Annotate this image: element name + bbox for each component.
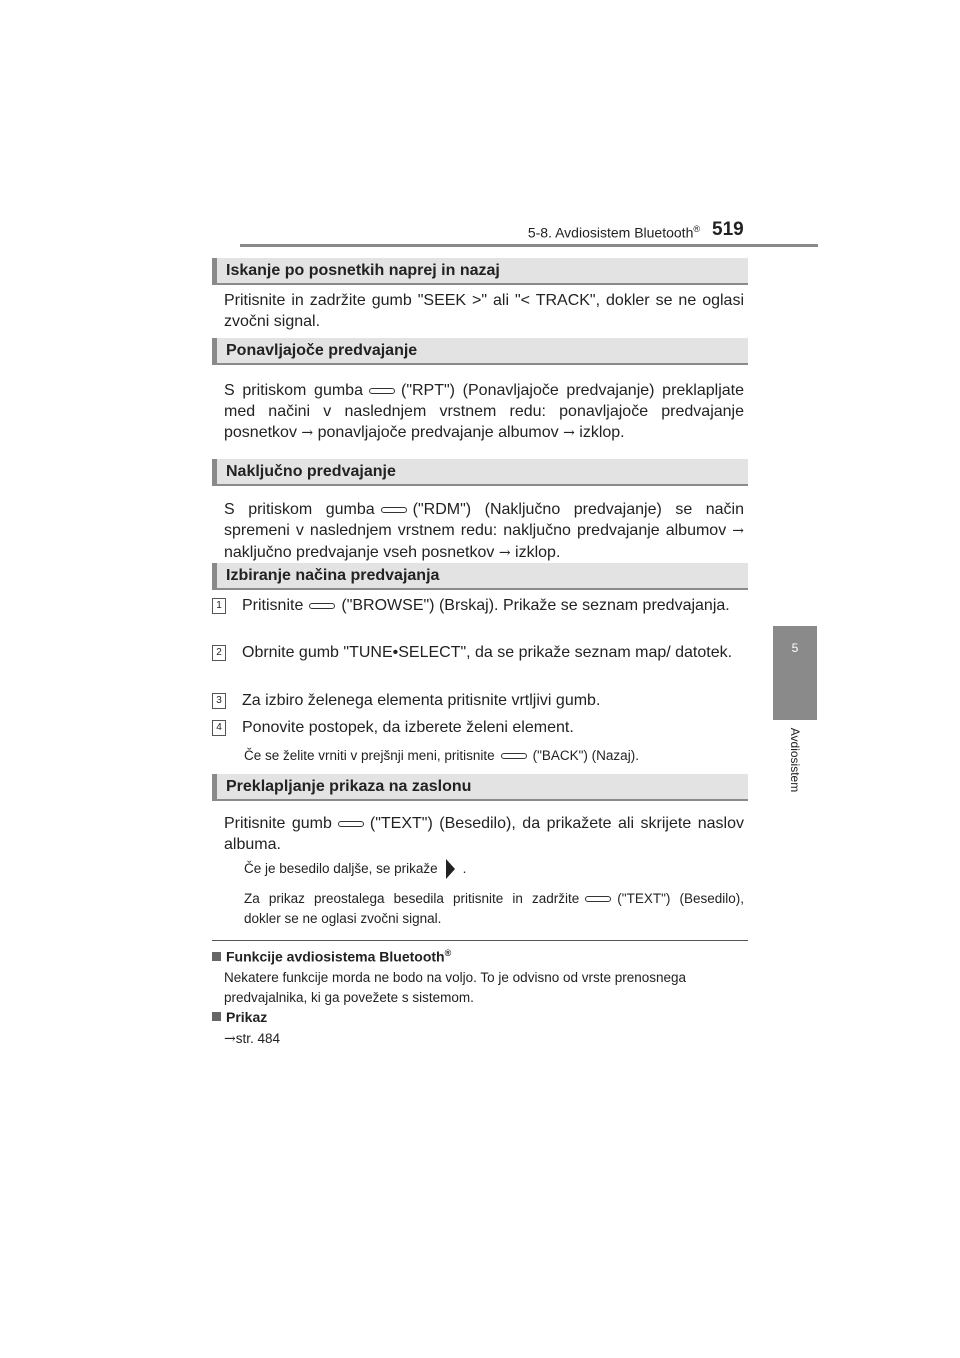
arrow-icon: → xyxy=(563,425,575,441)
footnote-divider xyxy=(212,940,748,941)
arrow-icon: → xyxy=(732,523,744,539)
bullet-square-icon xyxy=(212,952,221,961)
longer-text-note: Če je besedilo daljše, se prikaže . xyxy=(244,859,744,879)
step-number: 4 xyxy=(212,720,226,736)
step-text: Za izbiro želenega elementa pritisnite vrtljivi gumb. xyxy=(242,692,601,709)
back-button-icon xyxy=(501,753,527,759)
text-button-icon xyxy=(585,896,611,902)
rpt-button-icon xyxy=(369,388,395,394)
repeat-paragraph: S pritiskom gumba ("RPT") (Ponavljajoče predvajanje) preklapljate med načini v naslednjem vrstnem redu: ponavljajoče predvajanje posnetkov → ponavljajoče predvajanje albumov → izklop. xyxy=(224,382,744,441)
random-paragraph: S pritiskom gumba ("RDM") (Naključno predvajanje) se način spremeni v naslednjem vrstnem redu: naključno predvajanje albumov → naključno predvajanje vseh posnetkov → izklop. xyxy=(224,501,744,561)
section-heading-seek: Iskanje po posnetkih naprej in nazaj xyxy=(212,258,748,285)
back-note: Če se želite vrniti v prejšnji meni, pritisnite ("BACK") (Nazaj). xyxy=(244,748,639,763)
arrow-icon: → xyxy=(498,545,511,561)
page-number: 519 xyxy=(712,219,744,240)
step-text: Obrnite gumb "TUNE•SELECT", da se prikaže seznam map/ datotek. xyxy=(242,644,733,661)
play-arrow-icon xyxy=(446,859,455,879)
section-heading-repeat: Ponavljajoče predvajanje xyxy=(212,338,748,365)
remaining-text-note: Za prikaz preostalega besedila pritisnite in zadržite ("TEXT") (Besedilo), dokler se ne oglasi zvočni signal. xyxy=(244,891,744,926)
bullet-square-icon xyxy=(212,1012,221,1021)
step-number: 1 xyxy=(212,598,226,614)
browse-button-icon xyxy=(309,603,335,609)
section-heading-random: Naključno predvajanje xyxy=(212,459,748,486)
footnote-heading: Prikaz xyxy=(212,1009,267,1025)
step-number: 2 xyxy=(212,645,226,661)
chapter-label: Avdiosistem xyxy=(788,727,802,793)
footnote-heading: Funkcije avdiosistema Bluetooth® xyxy=(212,948,451,965)
seek-paragraph: Pritisnite in zadržite gumb "SEEK >" ali "< TRACK", dokler se ne oglasi zvočni signal. xyxy=(224,292,744,330)
step-number: 3 xyxy=(212,693,226,709)
section-heading-display: Preklapljanje prikaza na zaslonu xyxy=(212,774,748,801)
arrow-icon: → xyxy=(301,425,314,441)
section-title: 5-8. Avdiosistem Bluetooth® xyxy=(527,224,700,241)
footnote-text: →str. 484 xyxy=(224,1031,281,1047)
rdm-button-icon xyxy=(381,507,407,513)
display-paragraph: Pritisnite gumb ("TEXT") (Besedilo), da prikažete ali skrijete naslov albuma. xyxy=(224,815,744,853)
arrow-icon: → xyxy=(224,1031,236,1047)
chapter-tab: 5 xyxy=(773,626,817,720)
header-rule xyxy=(240,244,818,247)
text-button-icon xyxy=(338,821,364,827)
section-heading-mode: Izbiranje načina predvajanja xyxy=(212,563,748,590)
step-text: Ponovite postopek, da izberete želeni element. xyxy=(242,719,574,736)
footnote-text: Nekatere funkcije morda ne bodo na voljo. To je odvisno od vrste prenosnega predvajalnika, ki ga povežete s sistemom. xyxy=(224,970,687,1005)
